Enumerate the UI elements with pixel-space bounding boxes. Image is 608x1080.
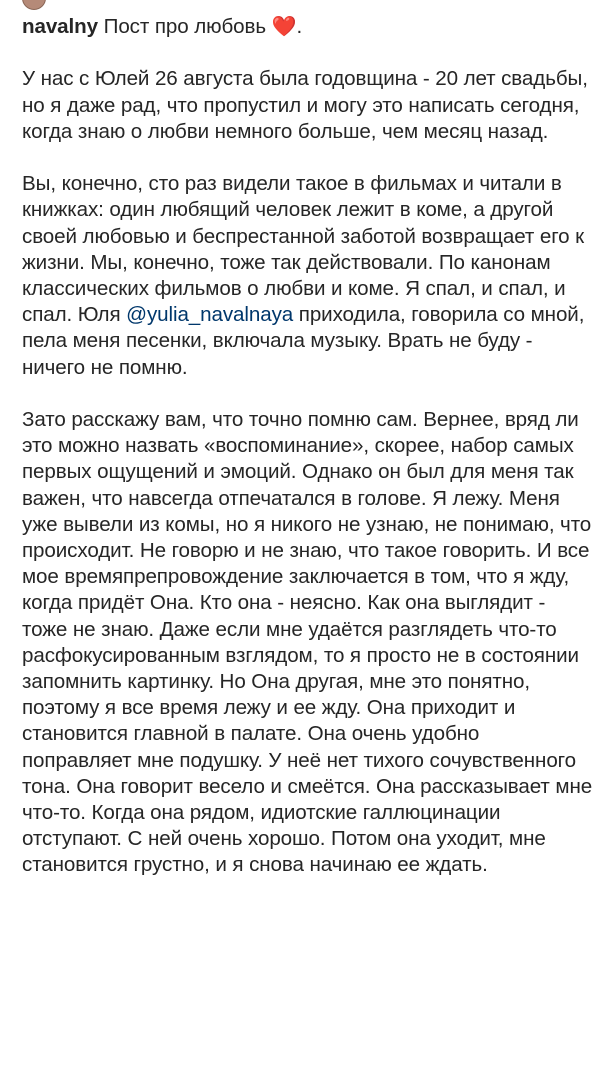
- paragraph-1: У нас с Юлей 26 августа была годовщина - 20 лет свадьбы, но я даже рад, что пропустил и могу это написать сегодня, когда знаю о любви немного больше, чем месяц назад.: [22, 67, 588, 143]
- mention-link[interactable]: @yulia_navalnaya: [126, 303, 294, 327]
- cropped-header: [22, 0, 594, 14]
- post-caption: [22, 0, 594, 879]
- author-username[interactable]: navalny: [22, 15, 98, 38]
- paragraph-2-text: Вы, конечно, сто раз видели такое в фильмах и читали в книжках: один любящий человек лежит в коме, а другой своей любовью и беспрестанной заботой возвращает его к жизни. Мы, конечно, тоже так действовали. По канонам классических фильмов о любви и коме. Я спал, и спал, и спал. Юля: [22, 172, 585, 327]
- paragraph-2: [22, 171, 594, 381]
- paragraph-2-tail: приходила, говорила со мной, пела меня песенки, включала музыку. Врать не буду - ничего не помню.: [22, 303, 585, 379]
- avatar[interactable]: [22, 0, 46, 10]
- heart-icon: ❤️: [271, 16, 297, 38]
- caption-first-line: [22, 14, 594, 40]
- post-title-end: .: [296, 15, 303, 38]
- paragraph-3: Зато расскажу вам, что точно помню сам. Вернее, вряд ли это можно назвать «воспоминание», скорее, набор самых первых ощущений и эмоций. Однако он был для меня так важен, что навсегда отпечатался в голове. Я лежу. Меня уже вывели из комы, но я никого не узнаю, не понимаю, что происходит. Не говорю и не знаю, что такое говорить. И все мое времяпрепровождение заключается в том, что я жду, когда придёт Она. Кто она - неясно. Как она выглядит - тоже не знаю. Даже если мне удаётся разглядеть что-то расфокусированным взглядом, то я просто не в состоянии запомнить картинку. Но Она другая, мне это понятно, поэтому я все время лежу и ее жду. Она приходит и становится главной в палате. Она очень удобно поправляет мне подушку. У неё нет тихого сочувственного тона. Она говорит весело и смеётся. Она рассказывает мне что-то. Когда она рядом, идиотские галлюцинации отступают. С ней очень хорошо. Потом она уходит, мне становится грустно, и я снова начинаю ее ждать.: [22, 408, 593, 877]
- post-title: Пост про любовь: [103, 15, 266, 38]
